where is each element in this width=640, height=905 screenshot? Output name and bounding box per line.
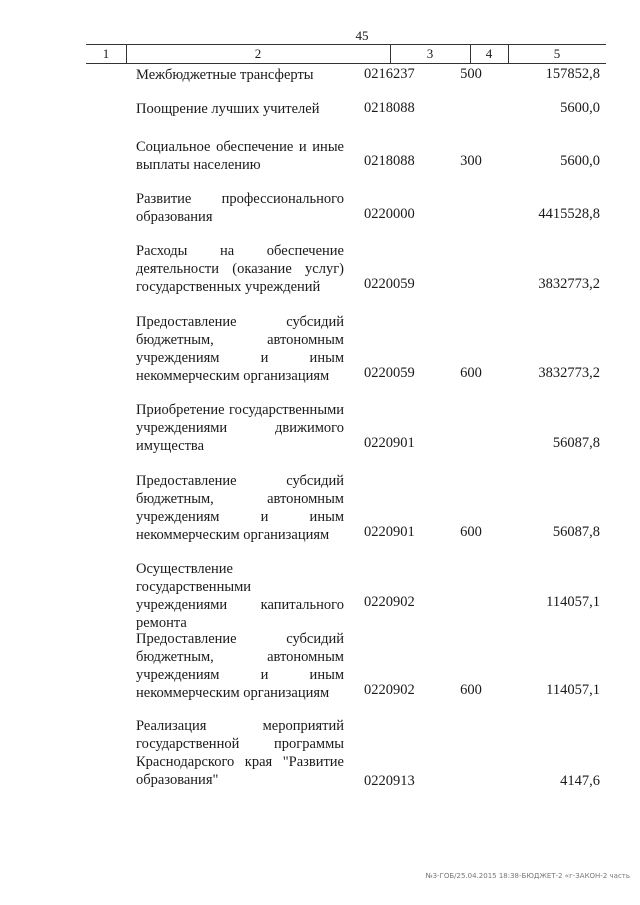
row-code: 0220902 bbox=[364, 682, 415, 698]
row-code: 0220901 bbox=[364, 524, 415, 540]
header-col-5: 5 bbox=[553, 46, 561, 61]
row-amount: 56087,8 bbox=[552, 435, 600, 451]
row-amount: 5600,0 bbox=[560, 153, 600, 169]
row-type: 300 bbox=[460, 153, 482, 169]
row-amount: 5600,0 bbox=[560, 100, 600, 116]
row-type: 600 bbox=[460, 524, 482, 540]
row-description: Предоставление субсидий бюджетным, автономным учреждениям и иным некоммерческим организациям bbox=[136, 473, 344, 543]
row-amount: 4415528,8 bbox=[538, 206, 600, 222]
row-amount: 114057,1 bbox=[546, 594, 600, 610]
row-description: Развитие профессионального образования bbox=[136, 191, 344, 225]
page-number: 45 bbox=[355, 28, 369, 43]
row-type: 500 bbox=[460, 66, 482, 82]
row-amount: 157852,8 bbox=[545, 66, 600, 82]
row-amount: 3832773,2 bbox=[538, 276, 600, 292]
row-description: Предоставление субсидий бюджетным, автономным учреждениям и иным некоммерческим организациям bbox=[136, 314, 344, 384]
row-amount: 3832773,2 bbox=[538, 365, 600, 381]
row-code: 0218088 bbox=[364, 153, 415, 169]
row-code: 0220059 bbox=[364, 365, 415, 381]
row-code: 0220913 bbox=[364, 773, 415, 789]
row-description: Расходы на обеспечение деятельности (оказание услуг) государственных учреждений bbox=[136, 243, 344, 295]
header-col-3: 3 bbox=[426, 46, 434, 61]
header-col-1: 1 bbox=[102, 46, 110, 61]
row-type: 600 bbox=[460, 365, 482, 381]
row-description: Социальное обеспечение и иные выплаты населению bbox=[136, 139, 344, 173]
row-description: Осуществление государственными учреждениями капитального ремонта bbox=[136, 561, 344, 631]
row-amount: 56087,8 bbox=[552, 524, 600, 540]
row-code: 0216237 bbox=[364, 66, 415, 82]
row-description: Предоставление субсидий бюджетным, автономным учреждениям и иным некоммерческим организациям bbox=[136, 631, 344, 701]
table-header bbox=[86, 44, 606, 64]
row-description: Поощрение лучших учителей bbox=[136, 101, 320, 117]
row-description: Приобретение государственными учреждениями движимого имущества bbox=[136, 402, 344, 454]
header-col-2: 2 bbox=[254, 46, 262, 61]
row-amount: 4147,6 bbox=[560, 773, 600, 789]
row-code: 0220059 bbox=[364, 276, 415, 292]
footer-file-stamp: №3-ГОБ/25.04.2015 18:38-БЮДЖЕТ-2 «г-ЗАКОН-2 часть bbox=[425, 872, 630, 880]
row-amount: 114057,1 bbox=[546, 682, 600, 698]
header-col-4: 4 bbox=[485, 46, 493, 61]
row-description: Реализация мероприятий государственной программы Краснодарского края "Развитие образования" bbox=[136, 718, 344, 788]
row-code: 0220000 bbox=[364, 206, 415, 222]
row-code: 0218088 bbox=[364, 100, 415, 116]
row-description: Межбюджетные трансферты bbox=[136, 67, 314, 83]
row-code: 0220902 bbox=[364, 594, 415, 610]
row-code: 0220901 bbox=[364, 435, 415, 451]
row-type: 600 bbox=[460, 682, 482, 698]
